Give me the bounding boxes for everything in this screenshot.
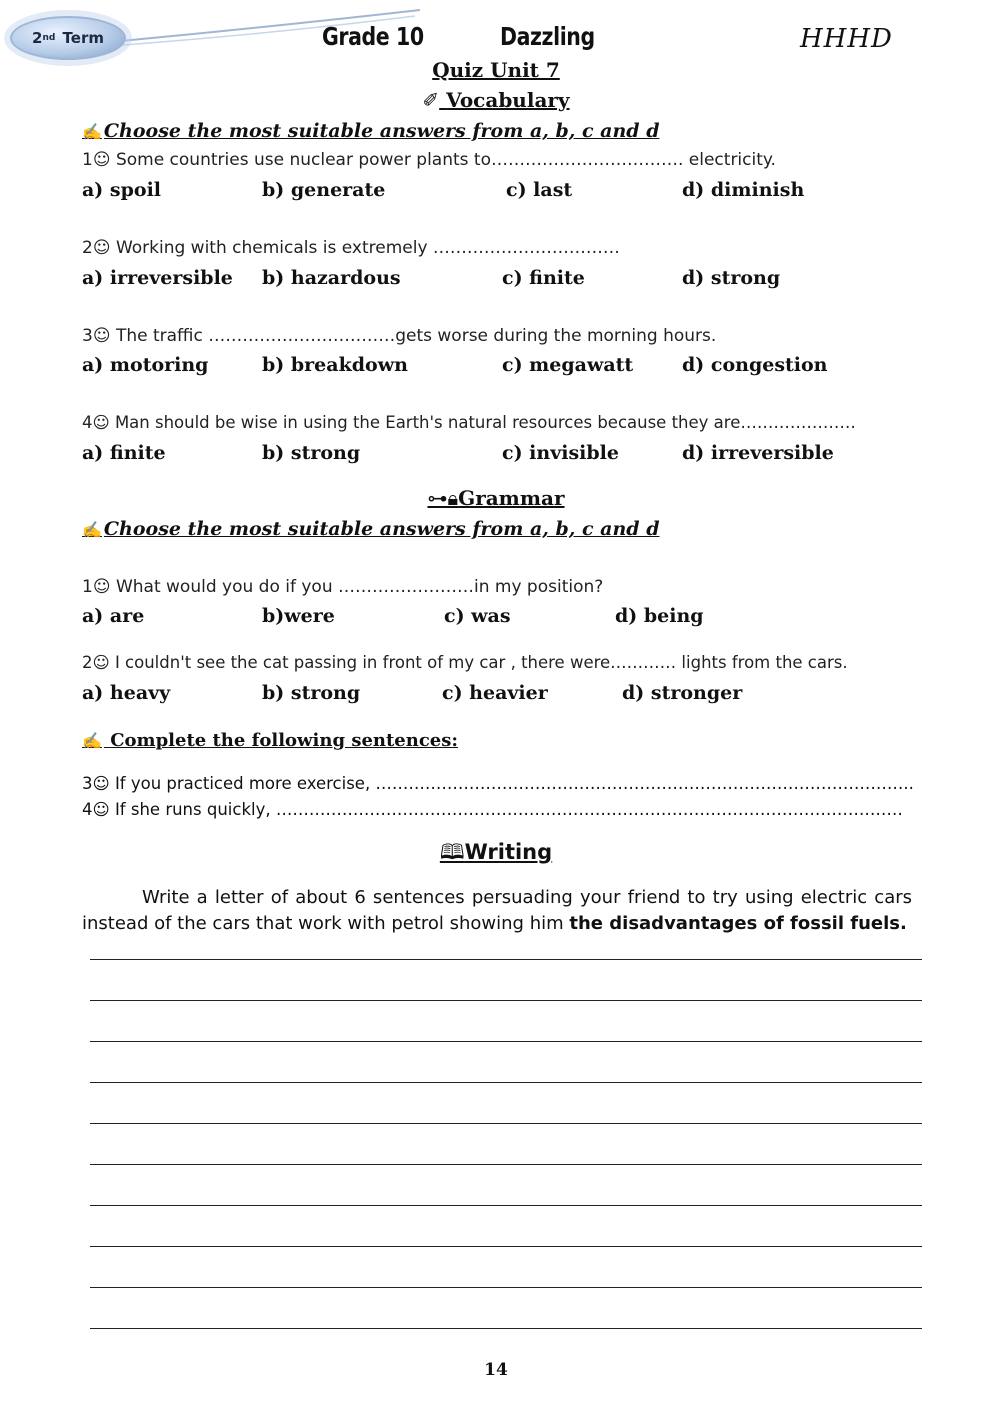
- answer-line[interactable]: [90, 1205, 922, 1206]
- vocab-q4-option-a[interactable]: a) finite: [82, 442, 166, 464]
- vocabulary-title-text: Vocabulary: [446, 88, 570, 112]
- vocab-question-2: 2☺ Working with chemicals is extremely ……………………………: [82, 238, 620, 258]
- key-icon: ⊶: [427, 486, 448, 510]
- grammar-q1-option-a[interactable]: a) are: [82, 605, 145, 627]
- quiz-title: Quiz Unit 7: [432, 58, 560, 82]
- complete-sentence-3[interactable]: 3☺ If you practiced more exercise, ……………………………………………………………………………………..: [82, 774, 914, 793]
- lock-icon: 🔒︎: [447, 486, 459, 510]
- vocab-q2-option-c[interactable]: c) finite: [502, 267, 585, 289]
- answer-line[interactable]: [90, 1000, 922, 1001]
- grammar-question-2: 2☺ I couldn't see the cat passing in front of my car , there were………… lights from the cars.: [82, 653, 848, 672]
- grammar-q2-option-a[interactable]: a) heavy: [82, 682, 171, 704]
- vocab-q4-option-b[interactable]: b) strong: [262, 442, 361, 464]
- term-number: 2: [32, 29, 43, 47]
- writing-hand-icon: ✍: [82, 122, 102, 141]
- answer-line[interactable]: [90, 1123, 922, 1124]
- subject-label: Dazzling: [500, 22, 595, 51]
- term-suffix: nd: [42, 33, 56, 43]
- vocab-question-4: 4☺ Man should be wise in using the Earth's natural resources because they are…………………: [82, 413, 856, 432]
- vocab-q4-option-d[interactable]: d) irreversible: [682, 442, 834, 464]
- grammar-instruction-text: Choose the most suitable answers from a, b, c and d: [103, 518, 660, 540]
- writing-hand-icon: ✍: [82, 731, 102, 750]
- vocab-q1-option-d[interactable]: d) diminish: [682, 179, 805, 201]
- answer-line[interactable]: [90, 1164, 922, 1165]
- writing-prompt-emphasis: the disadvantages of fossil fuels.: [569, 913, 907, 934]
- grammar-q1-option-b[interactable]: b)were: [262, 605, 335, 627]
- page-number: 14: [484, 1360, 508, 1380]
- answer-line[interactable]: [90, 1041, 922, 1042]
- vocab-q2-option-b[interactable]: b) hazardous: [262, 267, 401, 289]
- grammar-q2-option-d[interactable]: d) stronger: [622, 682, 743, 704]
- writing-prompt-text: Write a letter of about 6 sentences persuading your friend to try using electric cars instead of the cars that work with petrol showing him: [82, 887, 912, 934]
- vocab-q1-option-b[interactable]: b) generate: [262, 179, 386, 201]
- book-icon: 🕮: [439, 840, 465, 864]
- grammar-q1-option-d[interactable]: d) being: [615, 605, 704, 627]
- vocab-q3-option-d[interactable]: d) congestion: [682, 354, 828, 376]
- term-label: Term: [62, 29, 104, 47]
- vocab-question-3: 3☺ The traffic ……………………………gets worse during the morning hours.: [82, 326, 717, 346]
- answer-line[interactable]: [90, 1287, 922, 1288]
- complete-sentence-4[interactable]: 4☺ If she runs quickly, ……………………………………………………………………………………………………: [82, 800, 903, 819]
- grammar-question-1: 1☺ What would you do if you ……………………in my position?: [82, 577, 604, 597]
- grammar-q1-option-c[interactable]: c) was: [444, 605, 511, 627]
- vocab-q1-option-a[interactable]: a) spoil: [82, 179, 162, 201]
- vocabulary-title: [0, 88, 992, 112]
- vocab-q4-option-c[interactable]: c) invisible: [502, 442, 619, 464]
- writing-hand-icon: ✍: [82, 520, 102, 539]
- vocab-q3-option-c[interactable]: c) megawatt: [502, 354, 634, 376]
- writing-prompt: [82, 885, 912, 937]
- vocabulary-instruction-text: Choose the most suitable answers from a, b, c and d: [103, 120, 660, 142]
- vocab-q3-option-b[interactable]: b) breakdown: [262, 354, 408, 376]
- answer-line[interactable]: [90, 1246, 922, 1247]
- answer-line[interactable]: [90, 1082, 922, 1083]
- vocab-q3-option-a[interactable]: a) motoring: [82, 354, 209, 376]
- answer-line[interactable]: [90, 1328, 922, 1329]
- complete-instruction-text: Complete the following sentences:: [110, 730, 459, 751]
- grade-label: Grade 10: [322, 22, 424, 51]
- vocab-q1-option-c[interactable]: c) last: [506, 179, 573, 201]
- vocab-q2-option-a[interactable]: a) irreversible: [82, 267, 233, 289]
- grammar-q2-option-b[interactable]: b) strong: [262, 682, 361, 704]
- grammar-title-text: Grammar: [458, 486, 565, 510]
- signature: HHHD: [800, 24, 893, 54]
- complete-instruction: [82, 730, 458, 751]
- writing-title: [0, 838, 992, 873]
- pencil-icon: ✐: [422, 88, 440, 112]
- vocab-q2-option-d[interactable]: d) strong: [682, 267, 781, 289]
- vocab-question-1: 1☺ Some countries use nuclear power plants to……………………………. electricity.: [82, 150, 776, 170]
- grammar-instruction: [82, 518, 660, 540]
- grammar-title: [0, 486, 992, 510]
- vocabulary-instruction: [82, 120, 660, 142]
- answer-line[interactable]: [90, 959, 922, 960]
- writing-title-text: Writing: [464, 840, 553, 864]
- term-badge: [10, 16, 126, 60]
- grammar-q2-option-c[interactable]: c) heavier: [442, 682, 548, 704]
